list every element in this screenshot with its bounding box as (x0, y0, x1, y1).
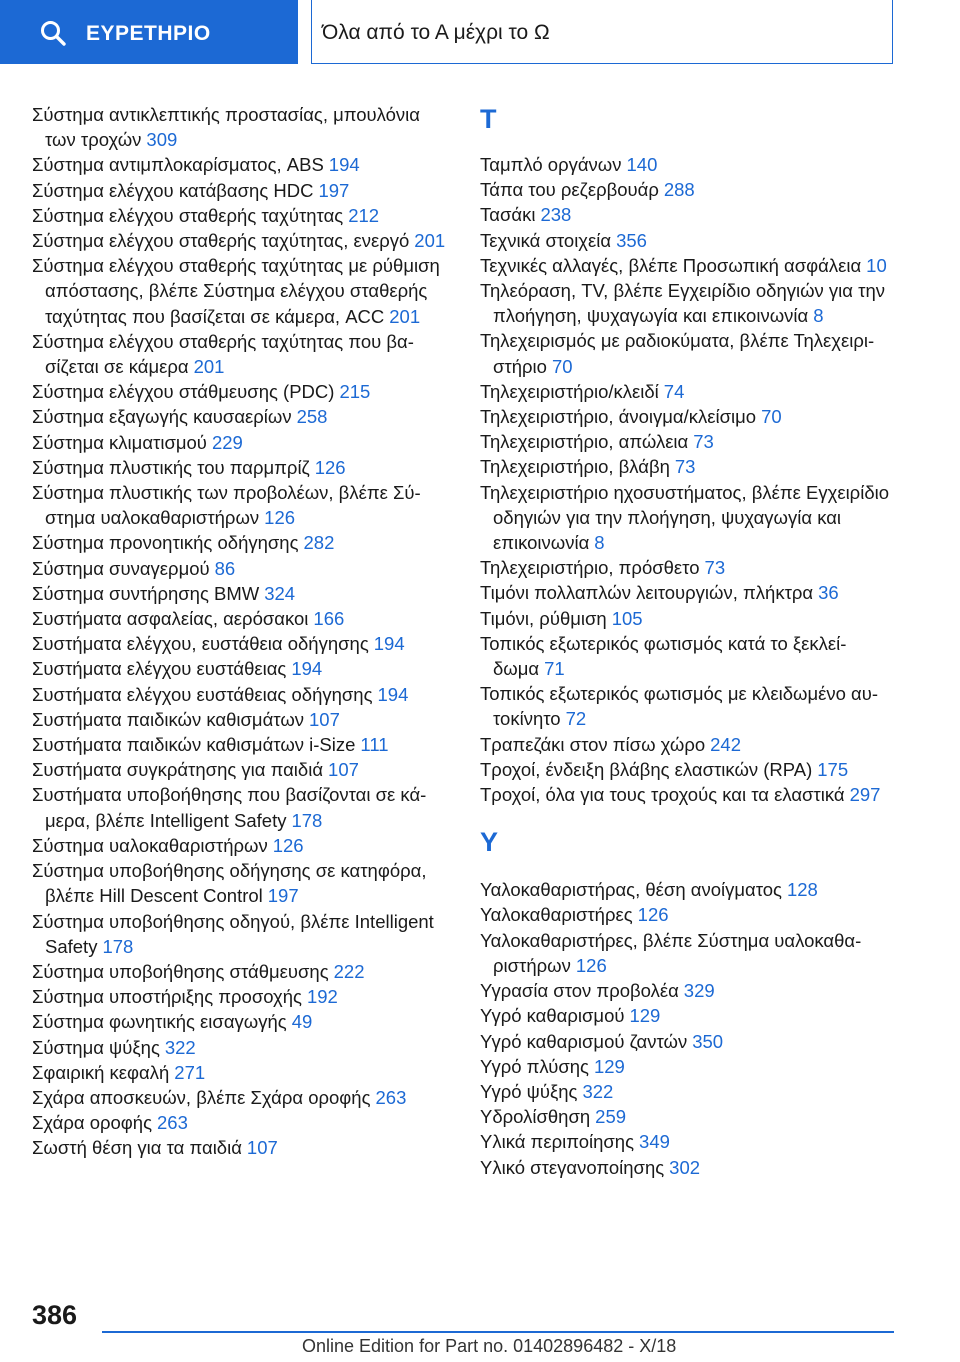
index-entry-text: Σύστημα προνοητικής οδήγησης (32, 532, 299, 554)
page-link[interactable]: 70 (551, 355, 573, 377)
index-entry-text: Υγρασία στον προβολέα (480, 980, 679, 1002)
index-entry (32, 1110, 452, 1135)
index-entry-text: Τεχνικές αλλαγές, βλέπε Προσωπική ασφάλεια (480, 254, 862, 276)
index-entry-text: Τηλεχειρισμός με ραδιοκύματα, βλέπε Τηλεχειριστήριο (480, 330, 875, 377)
index-entry (32, 581, 452, 606)
index-entry (480, 429, 910, 454)
page-link[interactable]: 178 (291, 809, 323, 831)
index-entry-text: Σύστημα ελέγχου σταθερής ταχύτητας που βασίζεται σε κάμερα (32, 330, 414, 378)
index-entry-text: Συστήματα παιδικών καθισμάτων (32, 708, 305, 730)
index-entry-text: Σύστημα φωνητικής εισαγωγής (32, 1011, 287, 1033)
page-link[interactable]: 197 (318, 179, 350, 201)
page-link[interactable]: 302 (669, 1156, 701, 1178)
page-link[interactable]: 10 (866, 254, 887, 276)
index-search-label: ΕΥΡΕΤΗΡΙΟ (86, 22, 211, 45)
index-entry-text: Σωστή θέση για τα παιδιά (32, 1137, 242, 1159)
page-link[interactable]: 322 (164, 1036, 196, 1058)
page-link[interactable]: 329 (683, 980, 715, 1002)
index-entry-text: Τοπικός εξωτερικός φωτισμός κατά το ξεκλείδωμα (480, 632, 847, 680)
index-entry (480, 732, 910, 757)
index-entry-text: Υγρό πλύσης (480, 1055, 589, 1077)
page-link[interactable]: 215 (339, 381, 371, 403)
index-entry (32, 329, 452, 379)
index-entry-text: Υδρολίσθηση (480, 1106, 591, 1128)
index-column-left (32, 102, 452, 1161)
page-link[interactable]: 309 (146, 129, 178, 151)
page-link[interactable]: 73 (704, 557, 726, 579)
page-link[interactable]: 201 (389, 305, 421, 327)
page-link[interactable]: 271 (174, 1061, 206, 1083)
index-search-button[interactable] (0, 0, 298, 64)
page-link[interactable]: 194 (328, 154, 360, 176)
index-entry (32, 379, 452, 404)
index-entry-text: Συστήματα συγκράτησης για παιδιά (32, 759, 324, 781)
index-entry-text: Τηλεόραση, TV, βλέπε Εγχειρίδιο οδηγιών για την πλοήγηση, ψυχαγωγία και επικοινωνία (480, 280, 885, 327)
index-entry-text: Σύστημα υποστήριξης προσοχής (32, 986, 302, 1008)
index-entry (480, 928, 910, 978)
index-entry (480, 404, 910, 429)
index-entry-text: Σύστημα υποβοήθησης στάθμευσης (32, 960, 329, 982)
page-link[interactable]: 282 (303, 532, 335, 554)
index-entry (32, 455, 452, 480)
page-link[interactable]: 126 (314, 456, 346, 478)
page-link[interactable]: 201 (193, 356, 225, 378)
footer-divider (102, 1331, 894, 1333)
index-entry-text: Σύστημα συντήρησης BMW (32, 582, 260, 604)
index-entry-text: Υλικό στεγανοποίησης (480, 1156, 665, 1178)
index-entry-text: Σύστημα ψύξης (32, 1036, 160, 1058)
index-entry (480, 454, 910, 479)
page-link[interactable]: 166 (313, 608, 345, 630)
page-link[interactable]: 70 (761, 406, 782, 428)
index-entry (32, 1060, 452, 1085)
index-entry-text: Τιμόνι πολλαπλών λειτουργιών, πλήκτρα (480, 582, 814, 604)
index-entry (32, 530, 452, 555)
page-number: 386 (32, 1300, 78, 1330)
page-link[interactable]: 212 (348, 204, 380, 226)
index-entry (32, 1085, 452, 1110)
page-link[interactable]: 350 (692, 1030, 724, 1052)
index-entry-text: Σχάρα οροφής (32, 1112, 153, 1134)
header (0, 0, 960, 86)
index-entry-text: Τραπεζάκι στον πίσω χώρο (480, 733, 706, 755)
index-entry-text: Τασάκι (480, 204, 536, 226)
index-entry (32, 1009, 452, 1034)
page-link[interactable]: 288 (663, 179, 695, 201)
index-entry (480, 253, 910, 278)
index-entry-text: Τηλεχειριστήριο, βλάβη (480, 456, 670, 478)
page-link[interactable]: 111 (360, 734, 389, 756)
index-entry-text: Σύστημα ελέγχου κατάβασης HDC (32, 179, 314, 201)
index-entry (32, 404, 452, 429)
page-link[interactable]: 128 (786, 879, 818, 901)
index-entry (480, 555, 910, 580)
page-link[interactable]: 36 (818, 582, 839, 604)
index-entry (32, 430, 452, 455)
index-entry (32, 178, 452, 203)
index-entry-text: Σύστημα ελέγχου σταθερής ταχύτητας, ενεργό (32, 230, 410, 252)
page-link[interactable]: 126 (575, 954, 607, 976)
page-link[interactable]: 322 (582, 1080, 614, 1102)
page-link[interactable]: 222 (333, 960, 365, 982)
page-link[interactable]: 72 (565, 708, 587, 730)
page-link[interactable]: 229 (211, 431, 243, 453)
index-entry (480, 1029, 910, 1054)
index-entry (32, 480, 452, 530)
index-entry-text: Τροχοί, ένδειξη βλάβης ελαστικών (RPA) (480, 758, 813, 780)
index-entry (32, 833, 452, 858)
index-entry-text: Συστήματα ελέγχου, ευστάθεια οδήγησης (32, 633, 369, 655)
page-link[interactable]: 126 (272, 834, 304, 856)
index-entry-text: Συστήματα ελέγχου ευστάθειας οδήγησης (32, 683, 373, 705)
page-link[interactable]: 140 (626, 154, 658, 175)
letter-t-entries (480, 152, 910, 807)
page-link[interactable]: 105 (611, 607, 643, 629)
index-entry-text: Υλικά περιποίησης (480, 1131, 635, 1153)
page-link[interactable]: 194 (291, 658, 323, 680)
index-entry (480, 379, 910, 404)
index-entry-text: Τάπα του ρεζερβουάρ (480, 179, 659, 201)
index-entry-text: Συστήματα υποβοήθησης που βασίζονται σε κάμερα, βλέπε Intelligent Safety (32, 784, 427, 831)
index-entry (480, 1003, 910, 1028)
page-link[interactable]: 349 (639, 1131, 670, 1153)
index-entry (32, 1135, 452, 1160)
index-entry (32, 656, 452, 681)
page-link[interactable]: 324 (264, 582, 296, 604)
index-entry-text: Σχάρα αποσκευών, βλέπε Σχάρα οροφής (32, 1086, 371, 1108)
section-title-box (311, 0, 893, 64)
index-entry (480, 202, 910, 227)
index-entry (32, 858, 452, 908)
index-entry (32, 1035, 452, 1060)
page-link[interactable]: 107 (246, 1137, 278, 1159)
page-link[interactable]: 197 (267, 885, 299, 907)
page-link[interactable]: 356 (616, 229, 647, 251)
index-entry (480, 877, 910, 902)
page-link[interactable]: 49 (291, 1011, 313, 1033)
search-icon (40, 20, 66, 46)
page-link[interactable]: 263 (157, 1112, 188, 1134)
index-entry (480, 152, 910, 177)
page-link[interactable]: 194 (373, 633, 405, 655)
index-entry-text: Τροχοί, όλα για τους τροχούς και τα ελαστικά (480, 784, 845, 806)
page-link[interactable]: 86 (214, 557, 236, 579)
index-entry (32, 959, 452, 984)
page-link[interactable]: 258 (296, 406, 328, 428)
page-link[interactable]: 8 (813, 305, 824, 327)
index-entry-text: Υαλοκαθαριστήρας, θέση ανοίγματος (480, 879, 782, 901)
letter-heading-y: Y (480, 827, 499, 858)
index-entry-text: Σφαιρική κεφαλή (32, 1061, 170, 1083)
index-entry-text: Τοπικός εξωτερικός φωτισμός με κλειδωμένο αυτοκίνητο (480, 683, 879, 730)
index-entry-text: Σύστημα εξαγωγής καυσαερίων (32, 406, 292, 428)
index-entry (32, 228, 452, 253)
letter-heading-t: T (480, 104, 497, 134)
page-link[interactable]: 71 (544, 658, 565, 680)
index-entry (32, 102, 452, 152)
index-entry (32, 682, 452, 707)
index-entry-text: Σύστημα ελέγχου σταθερής ταχύτητας (32, 204, 344, 226)
page-link[interactable]: 126 (264, 507, 296, 529)
index-entry (32, 757, 452, 782)
page-link[interactable]: 178 (102, 935, 134, 957)
index-entry-text: Σύστημα υαλοκαθαριστήρων (32, 834, 268, 856)
index-entry (480, 328, 910, 378)
index-entry-text: Σύστημα υποβοήθησης οδηγού, βλέπε Intelligent Safety (32, 910, 434, 957)
page-link[interactable]: 107 (328, 759, 359, 781)
page-link[interactable]: 192 (306, 986, 338, 1008)
page-link[interactable]: 263 (375, 1086, 407, 1108)
page-link[interactable]: 74 (663, 380, 685, 402)
index-entry-text: Σύστημα πλυστικής του παρμπρίζ (32, 456, 310, 478)
index-entry (480, 782, 910, 807)
page-link[interactable]: 126 (637, 904, 669, 926)
page-link[interactable]: 73 (674, 456, 696, 478)
index-entry (480, 480, 910, 556)
index-entry (32, 556, 452, 581)
index-entry (32, 782, 452, 832)
index-entry (480, 681, 910, 731)
index-entry-text: Συστήματα ελέγχου ευστάθειας (32, 658, 287, 680)
index-entry (480, 228, 910, 253)
index-entry-text: Υγρό καθαρισμού ζαντών (480, 1030, 688, 1052)
index-entry-text: Τηλεχειριστήριο, άνοιγμα/κλείσιμο (480, 406, 757, 428)
index-entry (480, 902, 910, 927)
index-entry-text: Σύστημα αντιμπλοκαρίσματος, ABS (32, 154, 324, 176)
index-entry-text: Τηλεχειριστήριο ηχοσυστήματος, βλέπε Εγχειρίδιο οδηγιών για την πλοήγηση, ψυχαγωγία και επικοινωνία (480, 481, 890, 554)
index-entry-text: Σύστημα ελέγχου στάθμευσης (PDC) (32, 381, 335, 403)
index-entry (32, 631, 452, 656)
page-link[interactable]: 129 (629, 1005, 661, 1027)
index-entry (32, 606, 452, 631)
index-entry (32, 203, 452, 228)
index-entry-text: Τεχνικά στοιχεία (480, 229, 612, 251)
page-link[interactable]: 107 (309, 708, 340, 730)
index-entry-text: Συστήματα ασφαλείας, αερόσακοι (32, 608, 309, 630)
index-entry (480, 1104, 910, 1129)
page-link[interactable]: 259 (595, 1106, 627, 1128)
section-title: Όλα από το Α μέχρι το Ω (322, 21, 550, 44)
index-entry-text: Σύστημα πλυστικής των προβολέων, βλέπε Σύστημα υαλοκαθαριστήρων (32, 482, 421, 529)
index-entry (480, 606, 910, 631)
index-entry (480, 580, 910, 605)
letter-y-entries (480, 877, 910, 1179)
page-link[interactable]: 201 (414, 230, 446, 252)
index-entry-text: Τηλεχειριστήριο, πρόσθετο (480, 557, 700, 579)
index-entry-text: Υαλοκαθαριστήρες, βλέπε Σύστημα υαλοκαθαριστήρων (480, 929, 862, 976)
index-entry (480, 631, 910, 681)
index-entry-text: Σύστημα υποβοήθησης οδήγησης σε κατηφόρα, βλέπε Hill Descent Control (32, 860, 427, 907)
page-link[interactable]: 194 (377, 683, 409, 705)
index-entry-text: Σύστημα ελέγχου σταθερής ταχύτητας με ρύθμιση απόστασης, βλέπε Σύστημα ελέγχου σταθερής ταχύτητας που βασίζεται σε κάμερα, ACC (32, 255, 440, 327)
index-entry-text: Σύστημα συναγερμού (32, 557, 210, 579)
index-entry-text: Τιμόνι, ρύθμιση (480, 607, 607, 629)
index-entry (32, 152, 452, 177)
page-link[interactable]: 129 (593, 1055, 625, 1077)
page-link[interactable]: 242 (710, 733, 742, 755)
index-entry (480, 757, 910, 782)
index-column-right (480, 102, 910, 1180)
page-link[interactable]: 8 (594, 532, 605, 554)
index-entry (32, 732, 452, 757)
index-entry (32, 707, 452, 732)
index-entry-text: Υαλοκαθαριστήρες (480, 904, 633, 926)
index-entry-text: Συστήματα παιδικών καθισμάτων i-Size (32, 734, 356, 756)
index-entry (32, 253, 452, 329)
index-entry (480, 1079, 910, 1104)
index-entry-text: Σύστημα κλιματισμού (32, 431, 207, 453)
index-entry (480, 978, 910, 1003)
page-link[interactable]: 297 (849, 784, 881, 806)
index-entry-text: Υγρό καθαρισμού (480, 1005, 625, 1027)
page-link[interactable]: 238 (540, 204, 572, 226)
index-entry-text: Ταμπλό οργάνων (480, 154, 622, 175)
index-entry-text: Σύστημα αντικλεπτικής προστασίας, μπουλόνια των τροχών (32, 104, 420, 151)
index-entry (32, 909, 452, 959)
page-link[interactable]: 175 (817, 758, 849, 780)
index-entry (480, 1129, 910, 1154)
index-entry-text: Τηλεχειριστήριο/κλειδί (480, 380, 659, 402)
index-entry (32, 984, 452, 1009)
page-link[interactable]: 73 (693, 431, 714, 453)
index-entry-text: Υγρό ψύξης (480, 1080, 578, 1102)
index-entry (480, 1054, 910, 1079)
index-entry (480, 278, 910, 328)
index-entry (480, 1155, 910, 1180)
index-entry (480, 177, 910, 202)
index-entry-text: Τηλεχειριστήριο, απώλεια (480, 431, 689, 453)
edition-footer: Online Edition for Part no. 01402896482 - X/18 (302, 1336, 677, 1356)
